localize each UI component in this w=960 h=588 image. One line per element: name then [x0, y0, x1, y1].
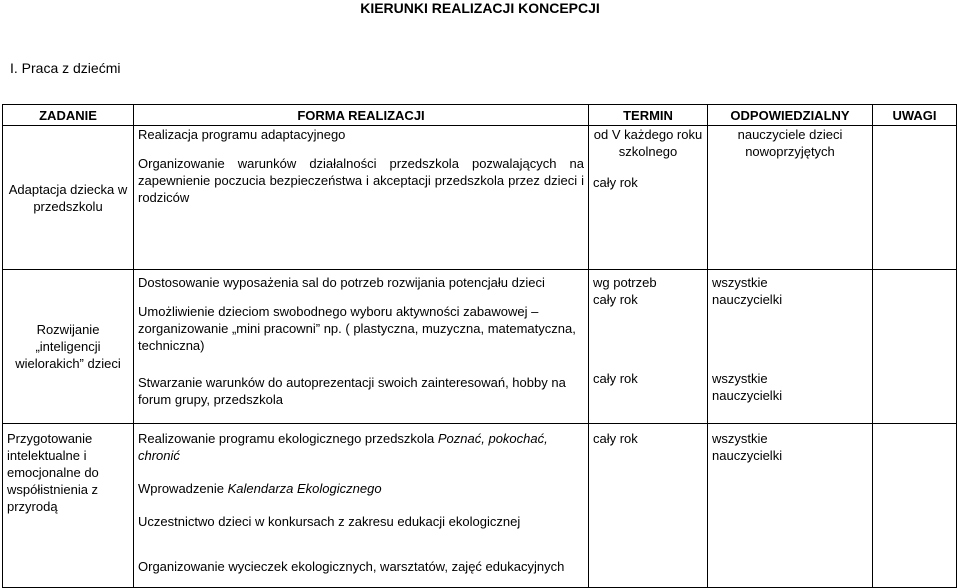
task-cell: [3, 424, 134, 588]
task-text: Rozwijanie „inteligencji wielorakich” dzieci: [15, 322, 121, 371]
task-cell: [3, 270, 134, 424]
term-item: cały rok: [593, 431, 638, 446]
notes-cell: [873, 126, 957, 270]
header-row: [3, 105, 957, 126]
form-item-text: Wprowadzenie: [138, 481, 228, 496]
responsible-item: nauczyciele dzieci nowoprzyjętych: [737, 127, 843, 159]
responsible-cell: [708, 126, 873, 270]
header-notes: UWAGI: [873, 105, 957, 126]
term-cell: [589, 126, 708, 270]
form-item: Organizowanie warunków działalności przedszkola pozwalających na zapewnienie poczucia bezpieczeństwa i akceptacji przedszkola przez dzieci i rodziców: [138, 156, 584, 205]
responsible-cell: [708, 270, 873, 424]
form-item-text: Realizowanie programu ekologicznego przedszkola: [138, 431, 438, 446]
task-cell: [3, 126, 134, 270]
notes-cell: [873, 270, 957, 424]
section-title: I. Praca z dziećmi: [10, 60, 121, 76]
form-item: Organizowanie wycieczek ekologicznych, warsztatów, zajęć edukacyjnych: [138, 559, 565, 574]
responsible-cell: [708, 424, 873, 588]
task-text: Adaptacja dziecka w przedszkolu: [8, 181, 128, 214]
form-cell: [134, 424, 589, 588]
form-item: Uczestnictwo dzieci w konkursach z zakresu edukacji ekologicznej: [138, 514, 521, 529]
term-item: cały rok: [593, 371, 638, 386]
header-responsible: ODPOWIEDZIALNY: [708, 105, 873, 126]
form-item: [138, 430, 584, 464]
header-term: TERMIN: [589, 105, 708, 126]
header-task: ZADANIE: [3, 105, 134, 126]
table-row: [3, 126, 957, 270]
form-item: Stwarzanie warunków do autoprezentacji swoich zainteresowań, hobby na forum grupy, przedszkola: [138, 375, 566, 407]
form-cell: [134, 126, 589, 270]
task-text: Przygotowanie intelektualne i emocjonalne do współistnienia z przyrodą: [7, 431, 99, 514]
form-item: Realizacja programu adaptacyjnego: [138, 127, 346, 142]
notes-cell: [873, 424, 957, 588]
term-cell: [589, 424, 708, 588]
calendar-name: Kalendarza Ekologicznego: [227, 481, 382, 496]
responsible-item: wszystkie nauczycielki: [712, 431, 783, 463]
table-row: [3, 270, 957, 424]
header-form: FORMA REALIZACJI: [134, 105, 589, 126]
document-title: KIERUNKI REALIZACJI KONCEPCJI: [360, 0, 600, 16]
term-cell: [589, 270, 708, 424]
table-row: [3, 424, 957, 588]
form-item: [138, 480, 584, 497]
term-item: od V każdego roku szkolnego: [593, 127, 703, 159]
responsible-item: wszystkie nauczycielki: [712, 275, 783, 307]
term-item: cały rok: [593, 175, 638, 190]
form-cell: [134, 270, 589, 424]
term-item: wg potrzeb: [593, 275, 657, 290]
responsible-item: wszystkie nauczycielki: [712, 371, 783, 403]
term-item: cały rok: [593, 292, 638, 307]
form-item: Dostosowanie wyposażenia sal do potrzeb rozwijania potencjału dzieci: [138, 275, 545, 290]
form-item: Umożliwienie dzieciom swobodnego wyboru aktywności zabawowej – zorganizowanie „mini pracowni” np. ( plastyczna, muzyczna, matematyczna, techniczna): [138, 304, 576, 353]
program-name: Poznać, pokochać, chronić: [138, 431, 548, 463]
plan-table: [2, 104, 957, 588]
